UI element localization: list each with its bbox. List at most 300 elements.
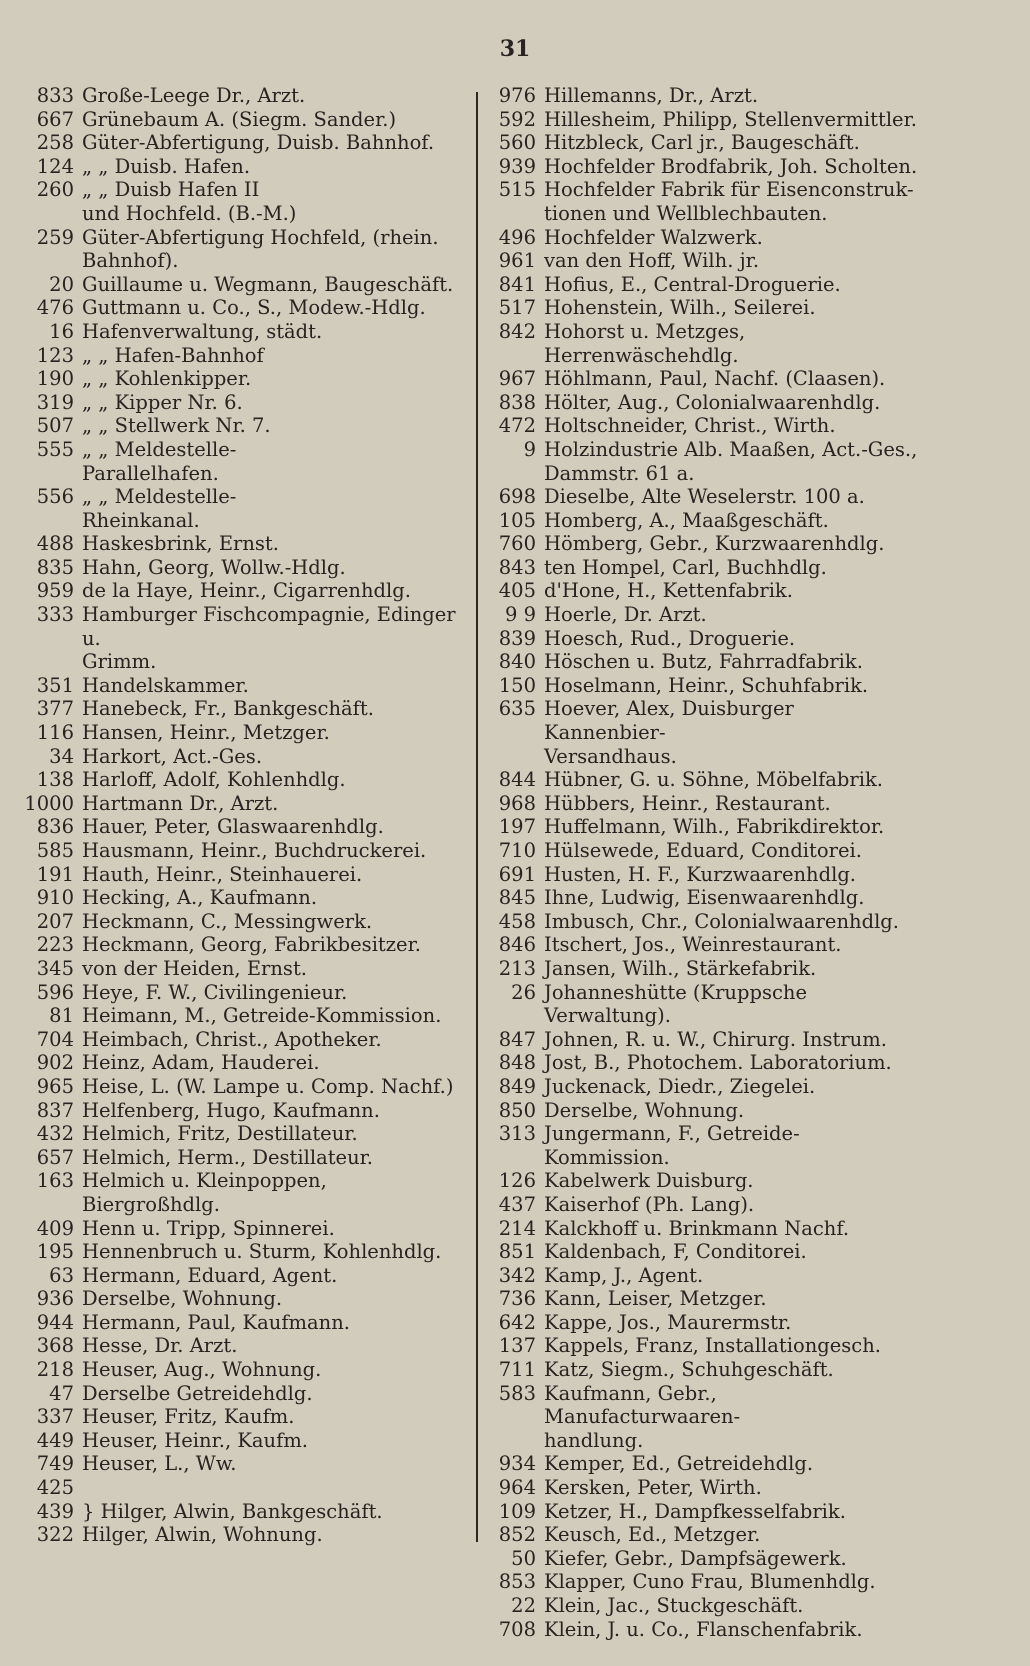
directory-entry xyxy=(488,1500,918,1524)
directory-entry xyxy=(20,957,470,981)
directory-entry xyxy=(488,1217,918,1241)
entry-number: 839 xyxy=(498,626,536,650)
directory-entry xyxy=(20,1051,470,1075)
directory-entry xyxy=(488,650,918,674)
entry-text: Haskesbrink, Ernst. xyxy=(82,532,279,556)
column-divider xyxy=(476,92,478,1542)
entry-text: tionen und Wellblechbauten. xyxy=(544,201,828,225)
directory-entry xyxy=(488,226,918,250)
entry-number: 476 xyxy=(36,296,74,320)
entry-text: Hübbers, Heinr., Restaurant. xyxy=(544,791,831,815)
entry-number: 345 xyxy=(36,956,74,980)
directory-entry xyxy=(20,1523,470,1547)
entry-text: Hochfelder Brodfabrik, Joh. Scholten. xyxy=(544,154,918,178)
entry-number: 959 xyxy=(36,579,74,603)
directory-entry xyxy=(488,768,918,792)
entry-text: Hohenstein, Wilh., Seilerei. xyxy=(544,296,816,320)
directory-entry xyxy=(488,391,918,415)
directory-entry xyxy=(488,532,918,556)
entry-text: Ihne, Ludwig, Eisenwaarenhdlg. xyxy=(544,886,865,910)
entry-text: Hamburger Fischcompagnie, Edinger u. xyxy=(82,603,456,650)
directory-entry xyxy=(488,603,918,627)
entry-number: 377 xyxy=(36,697,74,721)
directory-entry xyxy=(488,462,918,486)
entry-number: 258 xyxy=(36,131,74,155)
entry-text: Katz, Siegm., Schuhgeschäft. xyxy=(544,1358,834,1382)
entry-number: 218 xyxy=(36,1358,74,1382)
directory-entry xyxy=(488,1311,918,1335)
directory-entry xyxy=(488,792,918,816)
entry-text: Helfenberg, Hugo, Kaufmann. xyxy=(82,1098,380,1122)
entry-text: Kappels, Franz, Installationgesch. xyxy=(544,1334,881,1358)
entry-text: Güter-Abfertigung Hochfeld, (rhein. xyxy=(82,225,439,249)
directory-entry xyxy=(20,839,470,863)
entry-number: 846 xyxy=(498,933,536,957)
entry-number: 26 xyxy=(511,980,536,1004)
entry-text: Hahn, Georg, Wollw.-Hdlg. xyxy=(82,555,346,579)
entry-text: Grünebaum A. (Siegm. Sander.) xyxy=(82,107,397,131)
entry-number: 851 xyxy=(498,1240,536,1264)
directory-entry xyxy=(20,1452,470,1476)
entry-number: 850 xyxy=(498,1098,536,1122)
entry-number: 405 xyxy=(498,579,536,603)
directory-entry xyxy=(20,981,470,1005)
entry-text: Hansen, Heinr., Metzger. xyxy=(82,721,330,745)
entry-number: 939 xyxy=(498,154,536,178)
entry-number: 63 xyxy=(49,1263,74,1287)
directory-entry xyxy=(488,1287,918,1311)
entry-text: Güter-Abfertigung, Duisb. Bahnhof. xyxy=(82,131,435,155)
entry-text: Hesse, Dr. Arzt. xyxy=(82,1334,238,1358)
entry-text: Hömberg, Gebr., Kurzwaarenhdlg. xyxy=(544,532,885,556)
directory-entry xyxy=(20,1334,470,1358)
entry-text: handlung. xyxy=(544,1428,644,1452)
entry-text: Höhlmann, Paul, Nachf. (Claasen). xyxy=(544,367,886,391)
directory-entry xyxy=(20,697,470,721)
entry-text: Versandhaus. xyxy=(544,744,677,768)
entry-text: Hübner, G. u. Söhne, Möbelfabrik. xyxy=(544,768,883,792)
entry-text: „ „ Duisb Hafen II xyxy=(82,178,260,202)
entry-number: 556 xyxy=(36,485,74,509)
directory-entry xyxy=(488,1476,918,1500)
entry-number: 138 xyxy=(36,768,74,792)
directory-entry xyxy=(488,320,918,367)
directory-entry xyxy=(20,367,470,391)
entry-text: Hochfelder Walzwerk. xyxy=(544,225,763,249)
entry-text: de la Haye, Heinr., Cigarrenhdlg. xyxy=(82,579,411,603)
directory-entry xyxy=(488,1452,918,1476)
directory-entry xyxy=(488,1028,918,1052)
directory-entry xyxy=(20,721,470,745)
entry-text: Jost, B., Photochem. Laboratorium. xyxy=(544,1051,892,1075)
entry-text: Holtschneider, Christ., Wirth. xyxy=(544,414,836,438)
entry-number: 16 xyxy=(49,319,74,343)
entry-text: Heuser, L., Ww. xyxy=(82,1452,237,1476)
entry-text: Heise, L. (W. Lampe u. Comp. Nachf.) xyxy=(82,1074,454,1098)
entry-number: 708 xyxy=(498,1617,536,1641)
directory-entry xyxy=(488,815,918,839)
entry-number xyxy=(488,202,544,226)
entry-text: Jungermann, F., Getreide-Kommission. xyxy=(544,1122,800,1169)
entry-number: 223 xyxy=(36,933,74,957)
entry-number: 488 xyxy=(36,532,74,556)
entry-number: 842 xyxy=(498,319,536,343)
directory-entry xyxy=(488,202,918,226)
directory-entry xyxy=(488,627,918,651)
entry-number: 760 xyxy=(498,532,536,556)
entry-number: 9 xyxy=(523,437,536,461)
directory-entry xyxy=(488,509,918,533)
entry-number: 841 xyxy=(498,272,536,296)
entry-number: 515 xyxy=(498,178,536,202)
entry-number: 845 xyxy=(498,886,536,910)
entry-number: 124 xyxy=(36,154,74,178)
entry-text: „ „ Stellwerk Nr. 7. xyxy=(82,414,271,438)
entry-number: 657 xyxy=(36,1145,74,1169)
entry-text: Hölter, Aug., Colonialwaarenhdlg. xyxy=(544,390,881,414)
entry-text: Heimbach, Christ., Apotheker. xyxy=(82,1027,382,1051)
entry-number: 838 xyxy=(498,390,536,414)
entry-text: „ „ Meldestelle- xyxy=(82,437,237,461)
entry-number: 560 xyxy=(498,131,536,155)
directory-entry xyxy=(488,1594,918,1618)
directory-entry xyxy=(20,1122,470,1146)
entry-text: Hanebeck, Fr., Bankgeschäft. xyxy=(82,697,374,721)
entry-text: Huffelmann, Wilh., Fabrikdirektor. xyxy=(544,815,885,839)
entry-text: Hilger, Alwin, Wohnung. xyxy=(82,1523,323,1547)
entry-number: 20 xyxy=(49,272,74,296)
entry-text: und Hochfeld. (B.-M.) xyxy=(82,201,297,225)
entry-number xyxy=(488,462,544,486)
directory-entry xyxy=(488,1334,918,1358)
entry-number: 1000 xyxy=(24,791,74,815)
entry-text: Kalckhoff u. Brinkmann Nachf. xyxy=(544,1216,850,1240)
entry-number: 853 xyxy=(498,1570,536,1594)
entry-text: Husten, H. F., Kurzwaarenhdlg. xyxy=(544,862,857,886)
entry-number: 749 xyxy=(36,1452,74,1476)
entry-text: Heuser, Fritz, Kaufm. xyxy=(82,1405,295,1429)
entry-text: Holzindustrie Alb. Maaßen, Act.-Ges., xyxy=(544,437,918,461)
entry-text: Hofius, E., Central-Droguerie. xyxy=(544,272,841,296)
directory-entry xyxy=(488,1099,918,1123)
entry-number: 9 9 xyxy=(504,603,536,627)
entry-number: 936 xyxy=(36,1287,74,1311)
entry-text: Harkort, Act.-Ges. xyxy=(82,744,263,768)
entry-number: 555 xyxy=(36,437,74,461)
entry-number: 496 xyxy=(498,225,536,249)
entry-text: Hecking, A., Kaufmann. xyxy=(82,886,318,910)
entry-number: 197 xyxy=(498,815,536,839)
directory-entry xyxy=(488,1264,918,1288)
entry-number: 126 xyxy=(498,1169,536,1193)
entry-number: 322 xyxy=(36,1523,74,1547)
entry-text: Heuser, Aug., Wohnung. xyxy=(82,1358,322,1382)
page-number: 31 xyxy=(499,36,531,62)
directory-entry xyxy=(20,1028,470,1052)
entry-text: Kersken, Peter, Wirth. xyxy=(544,1476,762,1500)
directory-entry xyxy=(488,1547,918,1571)
directory-entry xyxy=(488,178,918,202)
entry-number: 333 xyxy=(36,603,74,627)
entry-text: Keusch, Ed., Metzger. xyxy=(544,1523,761,1547)
entry-text: Guttmann u. Co., S., Modew.-Hdlg. xyxy=(82,296,426,320)
entry-text: Bahnhof). xyxy=(82,249,179,273)
entry-number: 698 xyxy=(498,485,536,509)
entry-number xyxy=(20,509,82,533)
directory-entry xyxy=(20,886,470,910)
entry-number: 710 xyxy=(498,839,536,862)
entry-text: „ „ Kipper Nr. 6. xyxy=(82,390,243,414)
directory-entry xyxy=(488,556,918,580)
entry-number xyxy=(20,249,82,273)
directory-entry xyxy=(488,1075,918,1099)
entry-number: 843 xyxy=(498,555,536,579)
entry-number: 847 xyxy=(498,1027,536,1051)
entry-number: 368 xyxy=(36,1334,74,1358)
directory-entry xyxy=(488,697,918,744)
directory-entry xyxy=(20,509,470,533)
entry-text: Helmich, Herm., Destillateur. xyxy=(82,1145,374,1169)
entry-text: Kiefer, Gebr., Dampfsägewerk. xyxy=(544,1546,847,1570)
entry-number: 319 xyxy=(36,390,74,414)
directory-entry xyxy=(488,367,918,391)
entry-text: Hartmann Dr., Arzt. xyxy=(82,791,279,815)
directory-entry xyxy=(20,155,470,179)
entry-text: Henn u. Tripp, Spinnerei. xyxy=(82,1216,335,1240)
entry-number: 585 xyxy=(36,839,74,862)
entry-number: 425 xyxy=(36,1476,74,1500)
directory-entry xyxy=(488,414,918,438)
entry-text: Derselbe Getreidehdlg. xyxy=(82,1381,313,1405)
directory-entry xyxy=(20,1382,470,1406)
directory-entry xyxy=(488,1122,918,1169)
entry-text: Hausmann, Heinr., Buchdruckerei. xyxy=(82,839,427,862)
directory-entry xyxy=(20,556,470,580)
directory-entry xyxy=(488,674,918,698)
directory-entry xyxy=(20,296,470,320)
directory-entry xyxy=(20,438,470,462)
directory-entry xyxy=(20,1358,470,1382)
entry-number: 976 xyxy=(498,84,536,107)
entry-text: „ „ Kohlenkipper. xyxy=(82,367,252,391)
entry-text: Jansen, Wilh., Stärkefabrik. xyxy=(544,956,817,980)
directory-entry xyxy=(20,202,470,226)
entry-text: „ „ Meldestelle- xyxy=(82,485,237,509)
entry-text: Johnen, R. u. W., Chirurg. Instrum. xyxy=(544,1027,887,1051)
directory-entry xyxy=(20,131,470,155)
entry-number: 81 xyxy=(49,1004,74,1028)
entry-number: 833 xyxy=(36,84,74,107)
directory-entry xyxy=(20,1500,470,1524)
entry-number: 109 xyxy=(498,1499,536,1523)
directory-entry xyxy=(20,1476,470,1500)
directory-entry xyxy=(488,1523,918,1547)
entry-number: 642 xyxy=(498,1310,536,1334)
entry-number: 667 xyxy=(36,107,74,131)
directory-entry xyxy=(20,1429,470,1453)
entry-text: „ „ Hafen-Bahnhof xyxy=(82,343,264,367)
entry-text: Klapper, Cuno Frau, Blumenhdlg. xyxy=(544,1570,876,1594)
entry-number: 964 xyxy=(498,1476,536,1500)
directory-entry xyxy=(488,1240,918,1264)
right-column xyxy=(488,84,918,1641)
directory-entry xyxy=(20,792,470,816)
entry-number: 635 xyxy=(498,697,536,721)
entry-number: 944 xyxy=(36,1310,74,1334)
directory-entry xyxy=(20,650,470,674)
entry-number: 844 xyxy=(498,768,536,792)
directory-entry xyxy=(20,1075,470,1099)
directory-entry xyxy=(20,1264,470,1288)
directory-entry xyxy=(20,1146,470,1170)
entry-number xyxy=(20,650,82,674)
directory-entry xyxy=(20,108,470,132)
entry-number: 34 xyxy=(49,744,74,768)
entry-number: 736 xyxy=(498,1287,536,1311)
directory-entry xyxy=(488,1382,918,1429)
entry-text: Hoever, Alex, Duisburger Kannenbier- xyxy=(544,697,794,745)
entry-number: 137 xyxy=(498,1334,536,1358)
entry-text: Parallelhafen. xyxy=(82,461,219,485)
entry-number: 163 xyxy=(36,1169,74,1193)
directory-entry xyxy=(20,226,470,250)
entry-text: d'Hone, H., Kettenfabrik. xyxy=(544,579,793,603)
directory-entry xyxy=(20,462,470,486)
entry-number: 207 xyxy=(36,909,74,933)
directory-entry xyxy=(488,1169,918,1193)
entry-number: 105 xyxy=(498,508,536,532)
entry-text: Hermann, Paul, Kaufmann. xyxy=(82,1310,350,1334)
entry-number: 711 xyxy=(498,1358,536,1382)
entry-text: Hafenverwaltung, städt. xyxy=(82,319,323,343)
entry-number: 848 xyxy=(498,1051,536,1075)
entry-text: Kann, Leiser, Metzger. xyxy=(544,1287,767,1311)
entry-text: Rheinkanal. xyxy=(82,508,200,532)
entry-number: 190 xyxy=(36,367,74,391)
entry-number: 313 xyxy=(498,1122,536,1146)
entry-number: 22 xyxy=(511,1594,536,1617)
entry-number: 50 xyxy=(511,1546,536,1570)
directory-entry xyxy=(488,273,918,297)
entry-number: 836 xyxy=(36,815,74,839)
entry-number: 195 xyxy=(36,1240,74,1264)
entry-text: Derselbe, Wohnung. xyxy=(544,1098,745,1122)
entry-number: 592 xyxy=(498,107,536,131)
directory-entry xyxy=(20,1217,470,1241)
directory-entry xyxy=(20,320,470,344)
directory-entry xyxy=(488,249,918,273)
entry-number: 432 xyxy=(36,1122,74,1146)
entry-text: Hillesheim, Philipp, Stellenvermittler. xyxy=(544,107,917,131)
entry-text: Höschen u. Butz, Fahrradfabrik. xyxy=(544,650,863,674)
directory-entry xyxy=(20,1169,470,1216)
entry-text: Kemper, Ed., Getreidehdlg. xyxy=(544,1452,814,1476)
directory-entry xyxy=(20,485,470,509)
entry-number: 213 xyxy=(498,956,536,980)
entry-text: Kamp, J., Agent. xyxy=(544,1263,704,1287)
directory-entry xyxy=(488,485,918,509)
directory-entry xyxy=(488,1358,918,1382)
directory-entry xyxy=(488,957,918,981)
directory-entry xyxy=(20,344,470,368)
entry-text: Ketzer, H., Dampfkesselfabrik. xyxy=(544,1499,846,1523)
entry-text: Kappe, Jos., Maurermstr. xyxy=(544,1310,792,1334)
entry-number xyxy=(488,745,544,769)
directory-entry xyxy=(488,981,918,1028)
directory-entry xyxy=(20,249,470,273)
directory-entry xyxy=(20,603,470,650)
entry-number xyxy=(20,462,82,486)
entry-text: Kaufmann, Gebr., Manufacturwaaren- xyxy=(544,1381,741,1429)
directory-entry xyxy=(20,674,470,698)
entry-text: Große-Leege Dr., Arzt. xyxy=(82,84,306,107)
entry-number: 472 xyxy=(498,414,536,438)
directory-entry xyxy=(20,745,470,769)
entry-number: 583 xyxy=(498,1381,536,1405)
entry-number xyxy=(488,1429,544,1453)
entry-text: van den Hoff, Wilh. jr. xyxy=(544,249,760,273)
directory-entry xyxy=(488,863,918,887)
entry-number: 337 xyxy=(36,1405,74,1429)
entry-text: Hauth, Heinr., Steinhauerei. xyxy=(82,862,363,886)
entry-number: 965 xyxy=(36,1074,74,1098)
entry-text: Imbusch, Chr., Colonialwaarenhdlg. xyxy=(544,909,899,933)
directory-entry xyxy=(20,579,470,603)
entry-number: 47 xyxy=(49,1381,74,1405)
entry-number: 910 xyxy=(36,886,74,910)
entry-number xyxy=(20,202,82,226)
directory-entry xyxy=(488,1570,918,1594)
entry-text: Hohorst u. Metzges, Herrenwäschehdlg. xyxy=(544,319,746,367)
entry-text: Hennenbruch u. Sturm, Kohlenhdlg. xyxy=(82,1240,442,1264)
directory-entry xyxy=(488,910,918,934)
directory-entry xyxy=(20,815,470,839)
directory-entry xyxy=(20,1240,470,1264)
entry-number: 259 xyxy=(36,225,74,249)
entry-number: 342 xyxy=(498,1263,536,1287)
directory-entry xyxy=(20,391,470,415)
entry-text: Juckenack, Diedr., Ziegelei. xyxy=(544,1074,816,1098)
directory-entry xyxy=(20,84,470,108)
entry-text: Heinz, Adam, Hauderei. xyxy=(82,1051,320,1075)
directory-entry xyxy=(488,296,918,320)
entry-number: 439 xyxy=(36,1499,74,1523)
entry-number: 840 xyxy=(498,650,536,674)
entry-number: 351 xyxy=(36,673,74,697)
directory-entry xyxy=(20,933,470,957)
entry-text: Harloff, Adolf, Kohlenhdlg. xyxy=(82,768,346,792)
directory-entry xyxy=(488,155,918,179)
entry-number: 150 xyxy=(498,673,536,697)
entry-text: Homberg, A., Maaßgeschäft. xyxy=(544,508,829,532)
directory-entry xyxy=(20,768,470,792)
directory-entry xyxy=(488,1193,918,1217)
entry-text: Heye, F. W., Civilingenieur. xyxy=(82,980,348,1004)
entry-text: Grimm. xyxy=(82,650,157,674)
entry-text: Kabelwerk Duisburg. xyxy=(544,1169,754,1193)
entry-text: Hermann, Eduard, Agent. xyxy=(82,1263,338,1287)
directory-entry xyxy=(20,532,470,556)
directory-entry xyxy=(20,1099,470,1123)
entry-text: Hochfelder Fabrik für Eisenconstruk- xyxy=(544,178,914,202)
directory-entry xyxy=(20,273,470,297)
entry-number: 837 xyxy=(36,1098,74,1122)
entry-text: Heckmann, Georg, Fabrikbesitzer. xyxy=(82,933,421,957)
directory-entry xyxy=(20,414,470,438)
entry-text: Heuser, Heinr., Kaufm. xyxy=(82,1428,309,1452)
directory-entry xyxy=(488,1618,918,1642)
entry-number: 191 xyxy=(36,862,74,886)
